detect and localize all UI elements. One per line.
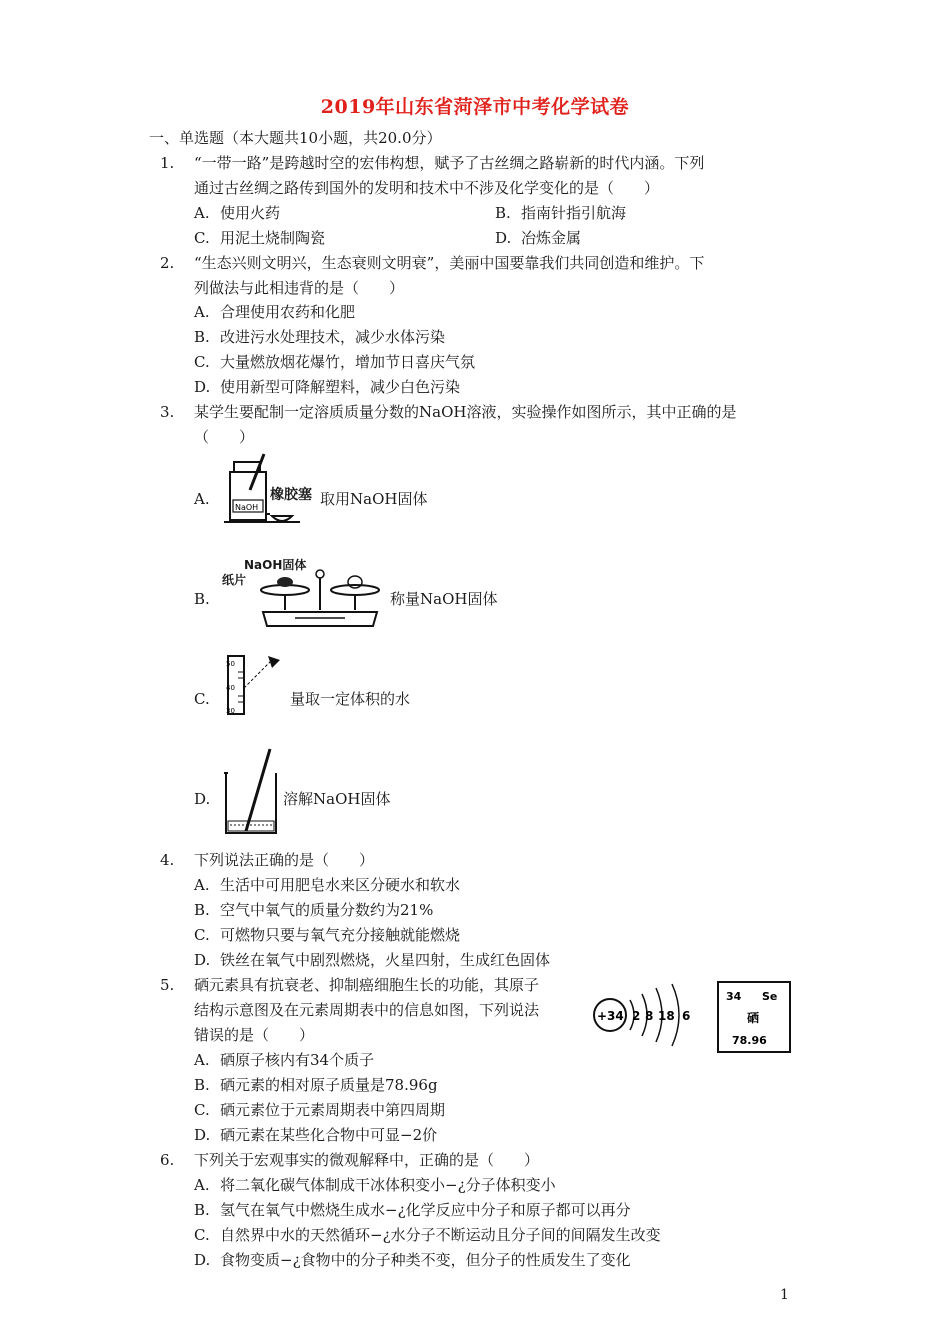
option-c: C. 硒元素位于元素周期表中第四周期 <box>194 1101 446 1119</box>
option-d: D. 食物变质−¿食物中的分子种类不变，但分子的性质发生了变化 <box>194 1251 631 1269</box>
option-b: B. 指南针指引航海 <box>495 204 627 222</box>
option-b: B. 硒元素的相对原子质量是78.96g <box>194 1076 438 1094</box>
option-b-text: 称量NaOH固体 <box>390 590 498 608</box>
option-d-letter: D. <box>194 790 211 808</box>
svg-text:78.96: 78.96 <box>732 1034 767 1047</box>
page-number: 1 <box>780 1287 789 1303</box>
svg-text:18: 18 <box>658 1009 675 1023</box>
svg-text:8: 8 <box>645 1009 654 1023</box>
stopper-label: 橡胶塞 <box>270 487 312 503</box>
option-b: B. 改进污水处理技术，减少水体污染 <box>194 328 446 346</box>
option-a: A. 生活中可用肥皂水来区分硬水和软水 <box>194 876 461 894</box>
option-d: D. 铁丝在氧气中剧烈燃烧，火星四射，生成红色固体 <box>194 951 551 969</box>
question-stem: 下列说法正确的是（ ） <box>194 851 375 869</box>
section-heading: 一、单选题（本大题共10小题，共20.0分） <box>149 129 442 147</box>
naoh-solid-label: NaOH固体 <box>244 558 307 572</box>
svg-text:40: 40 <box>226 684 235 692</box>
question-stem: 错误的是（ ） <box>194 1026 315 1044</box>
paper-label: 纸片 <box>222 573 247 587</box>
option-c: C. 大量燃放烟花爆竹，增加节日喜庆气氛 <box>194 353 476 371</box>
option-d: D. 使用新型可降解塑料，减少白色污染 <box>194 378 461 396</box>
question-stem: （ ） <box>194 428 255 446</box>
option-a: A. 硒原子核内有34个质子 <box>194 1051 375 1069</box>
option-c-letter: C. <box>194 690 210 708</box>
option-b: B. 空气中氧气的质量分数约为21% <box>194 901 434 919</box>
svg-text:Se: Se <box>762 990 778 1003</box>
question-number: 3. <box>160 403 175 421</box>
svg-text:NaOH: NaOH <box>235 503 259 512</box>
question-stem: 某学生要配制一定溶质质量分数的NaOH溶液，实验操作如图所示，其中正确的是 <box>194 403 737 421</box>
option-b-letter: B. <box>194 590 210 608</box>
option-c-text: 量取一定体积的水 <box>290 690 411 708</box>
beaker-figure <box>220 745 290 840</box>
option-a-letter: A. <box>194 490 210 508</box>
svg-text:30: 30 <box>226 707 235 715</box>
option-c: C. 用泥土烧制陶瓷 <box>194 229 326 247</box>
svg-text:6: 6 <box>682 1009 691 1023</box>
exam-title: 2019年山东省菏泽市中考化学试卷 <box>320 96 630 118</box>
question-stem: 结构示意图及在元素周期表中的信息如图，下列说法 <box>194 1001 540 1019</box>
svg-text:34: 34 <box>726 990 742 1003</box>
atomic-structure-diagram <box>590 980 700 1050</box>
question-stem: 硒元素具有抗衰老、抑制癌细胞生长的功能，其原子 <box>194 976 540 994</box>
question-number: 6. <box>160 1151 175 1169</box>
option-a-text: 取用NaOH固体 <box>320 490 428 508</box>
svg-text:+34: +34 <box>597 1009 624 1023</box>
question-stem: 下列关于宏观事实的微观解释中，正确的是（ ） <box>194 1151 540 1169</box>
option-b: B. 氢气在氧气中燃烧生成水−¿化学反应中分子和原子都可以再分 <box>194 1201 631 1219</box>
question-number: 2. <box>160 254 175 272</box>
graduated-cylinder-figure <box>220 650 290 718</box>
svg-text:硒: 硒 <box>747 1011 760 1025</box>
option-a: A. 将二氧化碳气体制成干冰体积变小−¿分子体积变小 <box>194 1176 556 1194</box>
option-c: C. 自然界中水的天然循环−¿水分子不断运动且分子间的间隔发生改变 <box>194 1226 661 1244</box>
question-stem: 通过古丝绸之路传到国外的发明和技术中不涉及化学变化的是（ ） <box>194 179 660 197</box>
question-number: 1. <box>160 154 175 172</box>
option-c: C. 可燃物只要与氧气充分接触就能燃烧 <box>194 926 461 944</box>
periodic-table-cell <box>716 980 792 1054</box>
option-a: A. 使用火药 <box>194 204 281 222</box>
question-number: 4. <box>160 851 175 869</box>
question-stem: “生态兴则文明兴，生态衰则文明衰”，美丽中国要靠我们共同创造和维护。下 <box>194 254 705 272</box>
svg-text:2: 2 <box>632 1009 641 1023</box>
option-a: A. 合理使用农药和化肥 <box>194 303 356 321</box>
question-stem: 列做法与此相违背的是（ ） <box>194 279 405 297</box>
option-d: D. 硒元素在某些化合物中可显−2价 <box>194 1126 438 1144</box>
question-number: 5. <box>160 976 175 994</box>
option-d-text: 溶解NaOH固体 <box>283 790 391 808</box>
svg-text:50: 50 <box>226 660 235 668</box>
question-stem: “一带一路”是跨越时空的宏伟构想，赋予了古丝绸之路崭新的时代内涵。下列 <box>194 154 705 172</box>
balance-figure <box>255 560 385 635</box>
option-d: D. 冶炼金属 <box>495 229 582 247</box>
